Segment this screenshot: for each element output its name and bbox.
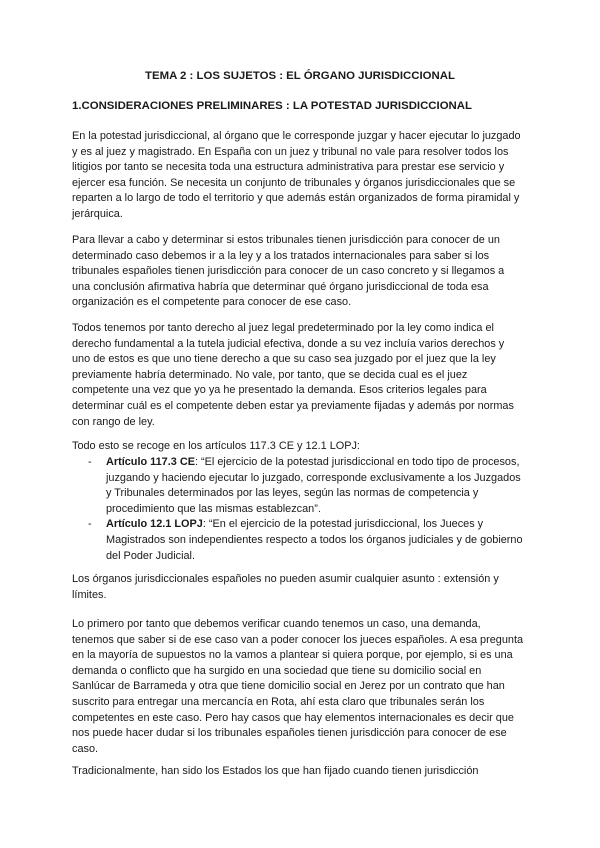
paragraph-limites: Los órganos jurisdiccionales españoles no pueden asumir cualquier asunto : extensión y límites.: [72, 573, 499, 601]
article-label: Artículo 117.3 CE: [106, 456, 195, 468]
paragraph-jurisdiccion: Para llevar a cabo y determinar si estos tribunales tienen jurisdicción para conocer de un determinado caso debemos ir a la ley y a los tratados internacionales para saber si los tribunales españoles tienen jurisdicción para conocer de un caso concreto y si llegamos a una conclusión afirmativa habría que determinar qué órgano jurisdiccional de toda esa organización es el competente para conocer de ese caso.: [72, 234, 505, 309]
paragraph-verificar: Lo primero por tanto que debemos verificar cuando tenemos un caso, una demanda, tenemos que saber si de ese caso van a poder conocer los jueces españoles. A esa pregunta en la mayoría de supuestos no la vamos a plantear si quiera porque, por ejemplo, si es una demanda o conflicto que ha surgido en una sociedad que tiene su domicilio social en Sanlúcar de Barrameda y otra que tiene domicilio social en Jerez por un contrato que han suscrito para entregar una mercancía en Rota, ahí esta claro que tribunales serán los competentes en este caso. Pero hay casos que hay elementos internacionales es decir que nos puede hacer dudar si los tribunales españoles tienen jurisdicción para conocer de ese caso.: [72, 618, 524, 755]
section-heading: 1.CONSIDERACIONES PRELIMINARES : LA POTESTAD JURISDICCIONAL: [72, 100, 472, 112]
article-text: : “El ejercicio de la potestad jurisdiccional en todo tipo de procesos, juzgando y haciendo ejecutar lo juzgado, corresponde exclusivamente a los Juzgados y Tribunales determinados por las leyes, según las normas de competencia y procedimiento que las mismas establezcan”.: [106, 456, 521, 515]
paragraph-potestad: En la potestad jurisdiccional, al órgano que le corresponde juzgar y hacer ejecutar lo juzgado y es al juez y magistrado. En España con un juez y tribunal no vale para resolver todos los litigios por tanto se necesita toda una estructura administrativa para prestar ese servicio y ejercer esa función. Se necesita un conjunto de tribunales y órganos jurisdiccionales que se reparten a lo largo de todo el territorio y que además están organizados de forma piramidal y jerárquica.: [72, 130, 521, 220]
list-bullet: -: [88, 518, 92, 531]
article-label: Artículo 12.1 LOPJ: [106, 518, 203, 531]
paragraph-articulos-intro: Todo esto se recoge en los artículos 117.3 CE y 12.1 LOPJ:: [72, 440, 360, 452]
paragraph-juez-legal: Todos tenemos por tanto derecho al juez legal predeterminado por la ley como indica el derecho fundamental a la tutela judicial efectiva, donde a su vez incluía varios derechos y uno de estos es que uno tiene derecho a que su caso sea juzgado por el juez que la ley previamente habría determinado. No vale, por tanto, que se decida cual es el juez competente una vez que yo ya he presentado la demanda. Esos criterios legales para determinar cuál es el competente deben estar ya previamente fijadas y además por normas con rango de ley.: [72, 322, 514, 428]
article-text: : “En el ejercicio de la potestad jurisdiccional, los Jueces y Magistrados son independientes respecto a todos los órganos judiciales y de gobierno del Poder Judicial.: [106, 518, 523, 562]
list-item-art-117: [72, 455, 524, 517]
document-title: TEMA 2 : LOS SUJETOS : EL ÓRGANO JURISDICCIONAL: [145, 70, 455, 82]
list-bullet: -: [88, 456, 92, 468]
list-item-art-12: [72, 517, 524, 564]
paragraph-tradicionalmente: Tradicionalmente, han sido los Estados los que han fijado cuando tienen jurisdicción: [72, 765, 479, 777]
articles-list: [72, 455, 524, 564]
